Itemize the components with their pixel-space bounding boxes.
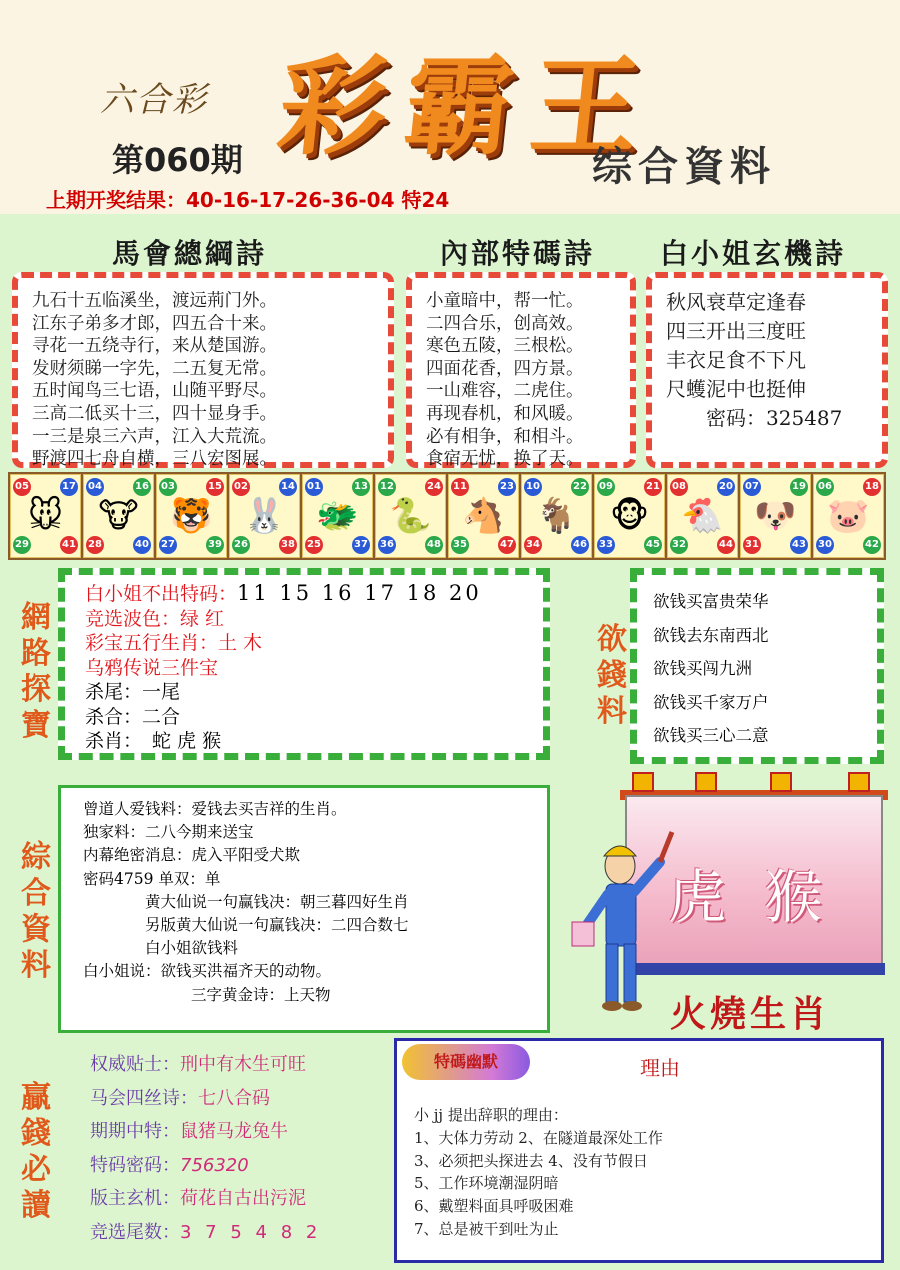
money-side-label: 欲錢料 xyxy=(597,622,627,729)
web-row xyxy=(85,581,523,607)
zodiac-number: 45 xyxy=(644,536,662,554)
zodiac-number: 46 xyxy=(571,536,589,554)
inner-poem-title: 內部特碼詩 xyxy=(440,237,596,270)
web-value: 11 15 16 17 18 20 xyxy=(237,581,482,605)
zodiac-number: 12 xyxy=(378,478,396,496)
zodiac-number: 28 xyxy=(86,536,104,554)
brand-small: 六合彩 xyxy=(100,80,208,120)
subtitle: 综合資料 xyxy=(592,143,776,190)
humor-line: 3、必须把头探进去 4、没有节假日 xyxy=(414,1151,648,1170)
zodiac-number: 26 xyxy=(232,536,250,554)
web-row xyxy=(85,607,523,632)
rabbit-icon: 🐰 xyxy=(243,496,286,536)
dog-icon: 🐶 xyxy=(754,496,797,536)
humor-line: 1、大体力劳动 2、在隧道最深处工作 xyxy=(414,1128,663,1147)
humor-title: 理由 xyxy=(640,1056,680,1080)
zodiac-number: 31 xyxy=(743,536,761,554)
zodiac-number: 38 xyxy=(279,536,297,554)
horse-poem-line: 三高二低买十三，四十显身手。 xyxy=(32,403,277,424)
miss-code-label: 密码： xyxy=(706,406,766,430)
zodiac-cell xyxy=(375,474,446,558)
inner-poem-line: 必有相争，和相斗。 xyxy=(426,426,584,447)
info-line: 三字黄金诗：上天物 xyxy=(191,985,331,1004)
brand-title: 彩霸王 xyxy=(272,44,664,170)
zodiac-number: 19 xyxy=(790,478,808,496)
zodiac-number: 18 xyxy=(863,478,881,496)
inner-poem-line: 食宿无忧，换了天。 xyxy=(426,449,584,470)
painter-caption: 火燒生肖 xyxy=(670,993,831,1035)
horse-poem-title: 馬會總綱詩 xyxy=(112,237,268,270)
humor-text xyxy=(414,1104,663,1241)
info-box xyxy=(58,785,550,1033)
money-line: 欲钱买富贵荣华 xyxy=(653,592,769,611)
inner-poem-line: 寒色五陵，三根松。 xyxy=(426,336,584,357)
board-peg xyxy=(848,772,870,792)
inner-poem-line: 再现春机，和风暖。 xyxy=(426,403,584,424)
board-peg xyxy=(770,772,792,792)
horse-poem-line: 野渡四七舟自横，三八宏图展。 xyxy=(32,449,277,470)
win-value: 3 7 5 4 8 2 xyxy=(180,1221,322,1243)
zodiac-number: 13 xyxy=(352,478,370,496)
last-result: 上期开奖结果：40-16-17-26-36-04 特24 xyxy=(46,188,450,212)
zodiac-number: 01 xyxy=(305,478,323,496)
board-peg xyxy=(695,772,717,792)
miss-poem-title: 白小姐玄機詩 xyxy=(660,237,847,270)
rooster-icon: 🐔 xyxy=(681,496,724,536)
win-row xyxy=(90,1149,390,1183)
zodiac-number: 48 xyxy=(425,536,443,554)
web-side-label: 網路探寶 xyxy=(21,600,51,743)
horse-poem-line: 发财须睇一字先，二五复无常。 xyxy=(32,358,277,379)
win-row xyxy=(90,1082,390,1116)
info-line: 内幕绝密消息：虎入平阳受犬欺 xyxy=(83,846,301,865)
win-row xyxy=(90,1216,390,1250)
win-row xyxy=(90,1182,390,1216)
zodiac-number: 37 xyxy=(352,536,370,554)
win-side-label: 贏錢必讀 xyxy=(21,1080,51,1223)
money-line: 欲钱去东南西北 xyxy=(653,625,769,645)
horse-poem-line: 九石十五临溪坐，渡远荊门外。 xyxy=(32,291,277,311)
zodiac-cell xyxy=(667,474,738,558)
zodiac-number: 25 xyxy=(305,536,323,554)
win-label: 权威贴士： xyxy=(90,1054,180,1075)
web-value: 二合 xyxy=(142,705,181,728)
win-label: 版主玄机： xyxy=(90,1188,180,1209)
web-value: 土 木 xyxy=(218,632,263,654)
zodiac-number: 33 xyxy=(597,536,615,554)
info-line: 曾道人爱钱料：爱钱去买吉祥的生肖。 xyxy=(83,800,347,818)
web-row xyxy=(85,705,523,730)
zodiac-number: 24 xyxy=(425,478,443,496)
zodiac-number: 03 xyxy=(159,478,177,496)
web-row xyxy=(85,729,523,754)
money-box xyxy=(630,568,884,764)
zodiac-cell xyxy=(813,474,884,558)
info-line: 白小姐欲钱料 xyxy=(145,939,239,958)
pig-icon: 🐷 xyxy=(827,496,870,536)
web-label: 彩宝五行生肖： xyxy=(85,632,219,654)
zodiac-number: 02 xyxy=(232,478,250,496)
web-label: 竞选波色： xyxy=(85,607,181,630)
info-code: 4759 xyxy=(114,869,154,888)
win-row xyxy=(90,1048,390,1082)
zodiac-number: 10 xyxy=(524,478,542,496)
zodiac-number: 29 xyxy=(13,536,31,554)
dragon-icon: 🐲 xyxy=(316,496,359,536)
zodiac-number: 40 xyxy=(133,536,151,554)
zodiac-number: 41 xyxy=(60,536,78,554)
miss-poem-line: 尺蠖泥中也挺伸 xyxy=(666,377,806,401)
info-side-label: 綜合資料 xyxy=(21,840,51,983)
zodiac-cell xyxy=(302,474,373,558)
zodiac-number: 21 xyxy=(644,478,662,496)
web-label: 杀合： xyxy=(85,705,143,728)
web-value: 绿 红 xyxy=(180,607,225,630)
inner-poem-box xyxy=(406,272,636,468)
horse-poem-line: 一三是泉三六声，江入大荒流。 xyxy=(32,426,277,447)
zodiac-cell xyxy=(521,474,592,558)
zodiac-strip xyxy=(8,472,886,560)
humor-line: 7、总是被干到吐为止 xyxy=(414,1219,559,1238)
win-value: 荷花自古出污泥 xyxy=(180,1188,306,1209)
zodiac-number: 05 xyxy=(13,478,31,496)
inner-poem-line: 二四合乐，创高效。 xyxy=(426,313,584,334)
zodiac-number: 27 xyxy=(159,536,177,554)
miss-poem-line: 四三开出三度旺 xyxy=(666,319,806,343)
zodiac-number: 14 xyxy=(279,478,297,496)
zodiac-number: 35 xyxy=(451,536,469,554)
web-value: 一尾 xyxy=(142,681,181,703)
monkey-icon: 🐵 xyxy=(609,496,650,536)
miss-poem-line: 秋风衰草定逢春 xyxy=(666,290,806,314)
web-value: 蛇 虎 猴 xyxy=(152,730,222,752)
info-line: 独家料：二八今期来送宝 xyxy=(83,823,254,842)
ox-icon: 🐮 xyxy=(98,496,139,536)
painter-icon xyxy=(568,822,688,1012)
horse-icon: 🐴 xyxy=(462,496,505,536)
zodiac-number: 36 xyxy=(378,536,396,554)
board-peg xyxy=(632,772,654,792)
painter-figure xyxy=(568,822,688,1012)
humor-intro: 小 jj 提出辞职的理由： xyxy=(414,1106,568,1124)
zodiac-number: 15 xyxy=(206,478,224,496)
web-row xyxy=(85,631,523,656)
miss-poem-line: 丰衣足食不下凡 xyxy=(666,348,806,372)
web-row: 乌鸦传说三件宝 xyxy=(85,656,219,679)
web-box xyxy=(58,568,550,760)
zodiac-number: 07 xyxy=(743,478,761,496)
zodiac-cell xyxy=(448,474,519,558)
horse-poem-line: 寻花一五绕寺行，来从楚国游。 xyxy=(32,336,277,357)
zodiac-number: 39 xyxy=(206,536,224,554)
miss-code-line xyxy=(666,404,868,433)
inner-poem-line: 小童暗中，帮一忙。 xyxy=(426,291,584,311)
zodiac-number: 30 xyxy=(816,536,834,554)
win-value: 七八合码 xyxy=(198,1087,270,1109)
board-text: 虎 猴 xyxy=(668,863,833,931)
web-label: 杀肖： xyxy=(85,730,143,752)
zodiac-cell xyxy=(10,474,81,558)
humor-line: 5、工作环境潮湿阴暗 xyxy=(414,1174,559,1193)
win-value: 756320 xyxy=(180,1154,249,1176)
issue-number: 第060期 xyxy=(112,141,243,179)
zodiac-cell xyxy=(229,474,300,558)
goat-icon: 🐐 xyxy=(535,496,578,536)
horse-poem-line: 五时闻鸟三七语，山随平野尽。 xyxy=(32,381,277,402)
win-label: 特码密码： xyxy=(90,1154,180,1176)
zodiac-number: 20 xyxy=(717,478,735,496)
money-line: 欲钱买千家万户 xyxy=(653,692,769,712)
win-list xyxy=(90,1048,390,1249)
info-line: 另版黄大仙说一句赢钱决：二四合数七 xyxy=(145,916,409,935)
humor-line: 6、戴塑料面具呼吸困难 xyxy=(414,1197,574,1216)
zodiac-cell xyxy=(594,474,665,558)
zodiac-cell xyxy=(156,474,227,558)
zodiac-number: 09 xyxy=(597,478,615,496)
zodiac-number: 06 xyxy=(816,478,834,496)
zodiac-number: 04 xyxy=(86,478,104,496)
tiger-icon: 🐯 xyxy=(170,496,213,536)
info-line: 黄大仙说一句赢钱决：朝三暮四好生肖 xyxy=(145,892,409,911)
horse-poem-box xyxy=(12,272,394,468)
zodiac-number: 23 xyxy=(498,478,516,496)
zodiac-cell xyxy=(83,474,154,558)
zodiac-number: 11 xyxy=(451,478,469,496)
web-row xyxy=(85,680,523,705)
win-label: 期期中特： xyxy=(90,1121,180,1142)
miss-code: 325487 xyxy=(766,406,843,430)
win-label: 竞选尾数： xyxy=(90,1221,180,1243)
info-line: 白小姐说：欲钱买洪福齐天的动物。 xyxy=(83,962,332,981)
zodiac-number: 16 xyxy=(133,478,151,496)
zodiac-cell xyxy=(740,474,811,558)
info-code-line xyxy=(83,868,525,891)
info-code-tail: 单双：单 xyxy=(158,869,221,888)
miss-poem-box xyxy=(646,272,888,468)
humor-pill: 特碼幽默 xyxy=(402,1044,530,1080)
web-label: 白小姐不出特码： xyxy=(85,583,238,605)
win-label: 马会四丝诗： xyxy=(90,1087,198,1109)
win-value: 刑中有木生可旺 xyxy=(180,1054,306,1075)
zodiac-number: 34 xyxy=(524,536,542,554)
rat-icon: 🐭 xyxy=(27,496,64,536)
zodiac-number: 44 xyxy=(717,536,735,554)
web-label: 杀尾： xyxy=(85,681,143,703)
win-row xyxy=(90,1115,390,1149)
inner-poem-line: 四面花香，四方景。 xyxy=(426,358,584,379)
snake-icon: 🐍 xyxy=(389,496,432,536)
zodiac-number: 08 xyxy=(670,478,688,496)
zodiac-number: 17 xyxy=(60,478,78,496)
zodiac-number: 43 xyxy=(790,536,808,554)
zodiac-number: 22 xyxy=(571,478,589,496)
horse-poem-line: 江东子弟多才郎，四五合十来。 xyxy=(32,313,277,334)
info-code-label: 密码 xyxy=(83,869,115,888)
inner-poem-line: 一山难容，二虎住。 xyxy=(426,381,584,402)
zodiac-number: 32 xyxy=(670,536,688,554)
zodiac-number: 47 xyxy=(498,536,516,554)
money-line: 欲钱买闯九洲 xyxy=(653,659,752,678)
money-line: 欲钱买三心二意 xyxy=(653,726,769,745)
zodiac-number: 42 xyxy=(863,536,881,554)
win-value: 鼠猪马龙兔牛 xyxy=(180,1121,288,1142)
